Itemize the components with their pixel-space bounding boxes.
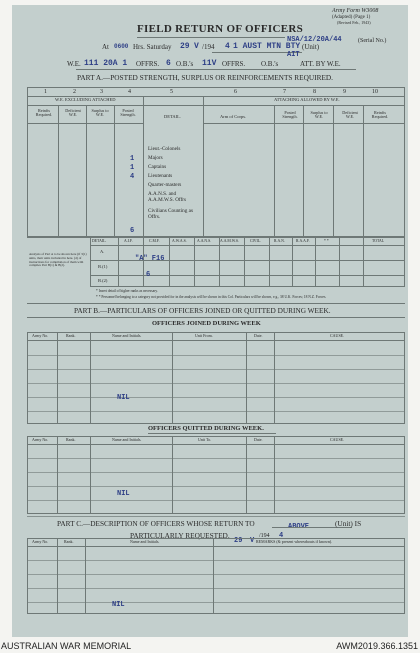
- we-label: W.E.: [67, 60, 81, 68]
- joined-h-cause: CAUSE.: [330, 333, 345, 338]
- rank-aans: A.A.N.S. and A.A.M.W.S. Offrs: [148, 191, 187, 203]
- analysis-h-detail: DETAIL.: [92, 239, 107, 243]
- rank-quartermasters: Quarter-masters: [148, 182, 182, 188]
- col-reinfts-left: Reinfts Required.: [35, 108, 53, 118]
- offrs2-label: OFFRS.: [222, 60, 246, 68]
- at-label: At: [102, 43, 109, 51]
- rank-majors: Majors: [148, 155, 163, 161]
- form-ref-line3: (Revised Feb., 1943): [337, 20, 371, 25]
- joined-title: OFFICERS JOINED DURING WEEK: [152, 320, 261, 327]
- joined-nil: NIL: [117, 394, 130, 402]
- analysis-h-ran: R.A.N.: [274, 239, 285, 243]
- footer-right: AWM2019.366.1351: [336, 641, 418, 651]
- joined-h-date: Date.: [254, 333, 263, 338]
- col-num-2: 2: [73, 89, 76, 95]
- form-ref-line2: (Adapted) (Page 1): [332, 15, 371, 20]
- analysis-row-b1: B.(1): [98, 264, 108, 269]
- att-label: ATT. BY W.E.: [300, 60, 341, 68]
- analysis-h-raaf: R.A.A.F.: [296, 239, 310, 243]
- aif-value-a: "A" F16: [135, 255, 165, 263]
- quitted-h-unit: Unit To.: [198, 437, 212, 442]
- time-value: 0600: [114, 43, 129, 50]
- att-value: AIT: [287, 51, 300, 59]
- posted-majors: 1: [130, 155, 135, 163]
- analysis-row-b2: B.(2): [98, 278, 108, 283]
- detail-label: DETAIL.: [164, 114, 182, 119]
- date-day: 29: [180, 42, 190, 51]
- joined-h-name: Name and Initials.: [112, 333, 142, 338]
- hrs-label: Hrs. Saturday: [133, 43, 172, 51]
- footer-bar: [0, 640, 420, 653]
- rank-captains: Captains: [148, 164, 167, 170]
- part-c-h-rank: Rank.: [64, 539, 74, 544]
- analysis-h-total: TOTAL: [372, 239, 385, 243]
- quitted-h-cause: CAUSE.: [330, 437, 345, 442]
- posted-captains: 1: [130, 164, 135, 172]
- part-c-unit-value: ABOVE: [288, 523, 310, 531]
- ob-value: 6: [166, 59, 171, 68]
- form-sheet: [12, 5, 408, 637]
- col-num-7: 7: [283, 89, 286, 95]
- part-c-title-1: PART C.—DESCRIPTION OF OFFICERS WHOSE RETURN TO: [57, 519, 255, 528]
- part-c-title-2: PARTICULARLY REQUESTED.: [130, 531, 230, 540]
- part-c-date-year: /194: [259, 533, 270, 539]
- unit-value: 1 AUST MTN BTY: [233, 42, 301, 51]
- part-c-date-day: 29: [234, 537, 243, 545]
- analysis-row-a: A.: [100, 249, 105, 254]
- footnote-2: * * Personnel belonging to a category not provided for in the analysis will be shown in this Col. Particulars will be shown, e.g., 38 U.K. Forces; 18 N.Z. Forces.: [96, 295, 327, 299]
- col-num-1: 1: [44, 89, 47, 95]
- form-title: FIELD RETURN OF OFFICERS: [137, 23, 304, 35]
- col-num-4: 4: [128, 89, 131, 95]
- unit-label: (Unit): [302, 43, 320, 51]
- form-ref-line1: Army Form W3008: [332, 8, 379, 14]
- quitted-nil: NIL: [117, 490, 130, 498]
- attaching-allowed-label: ATTACHING ALLOWED BY W.E.: [274, 97, 340, 102]
- joined-h-armyno: Army No.: [32, 333, 49, 338]
- analysis-h-cmf: C.M.F.: [149, 239, 160, 243]
- we-excluding-label: W.E. EXCLUDING ATTACHED: [55, 97, 116, 102]
- rank-lieutenants: Lieutenants: [148, 173, 173, 179]
- offrs2-value: 11V: [202, 59, 217, 68]
- col-num-5: 5: [170, 89, 173, 95]
- col-num-9: 9: [343, 89, 346, 95]
- col-posted-right: Posted Strength.: [282, 110, 298, 120]
- col-reinfts-right: Reinfts Required.: [371, 110, 389, 120]
- part-c-h-remarks: REMARKS (& present whereabouts if known).: [256, 539, 333, 544]
- col-num-8: 8: [313, 89, 316, 95]
- col-num-3: 3: [100, 89, 103, 95]
- we-value: 111 20A 1: [84, 59, 128, 68]
- quitted-h-name: Name and Initials.: [112, 437, 142, 442]
- posted-total: 6: [130, 227, 135, 235]
- aif-value-b2: 6: [146, 271, 151, 279]
- year-value: 4: [225, 42, 230, 51]
- analysis-h-aans: A.A.N.S.: [197, 239, 212, 243]
- part-a-title: PART A.—POSTED STRENGTH, SURPLUS OR REINFORCEMENTS REQUIRED.: [77, 73, 334, 82]
- part-c-title-1-end: (Unit) IS: [335, 519, 362, 528]
- analysis-h-civil: CIVIL.: [250, 239, 262, 243]
- quitted-h-rank: Rank.: [66, 437, 76, 442]
- part-c-h-name: Name and Initials.: [130, 539, 160, 544]
- analysis-note: Analysis of Part A to be shown here (if 3(1) units, their units included in here. (d) of instructions for compilation of them with compiles Part B(1) & B(2).: [29, 252, 87, 268]
- part-b-title: PART B.—PARTICULARS OF OFFICERS JOINED OR QUITTED DURING WEEK.: [74, 306, 331, 315]
- analysis-h-aamws: A.A.M.W.S.: [220, 239, 239, 243]
- part-c-nil: NIL: [112, 601, 125, 609]
- rank-lieut-colonels: Lieut.-Colonels: [148, 146, 181, 152]
- part-c-h-armyno: Army No.: [32, 539, 49, 544]
- posted-lieutenants: 4: [130, 173, 135, 181]
- quitted-h-date: Date.: [254, 437, 263, 442]
- rank-civilians: Civilians Counting as Offrs.: [148, 208, 193, 220]
- col-surplus-right: Surplus to W.E.: [310, 110, 328, 120]
- analysis-h-awas: A.W.A.S.: [172, 239, 187, 243]
- arm-of-corps-label: Arm of Corps.: [220, 114, 247, 119]
- col-deficient-right: Deficient W.E.: [342, 110, 358, 120]
- col-surplus-left: Surplus to W.E.: [91, 108, 109, 118]
- footer-left: AUSTRALIAN WAR MEMORIAL: [1, 641, 132, 651]
- col-deficient-left: Deficient W.E.: [65, 108, 81, 118]
- quitted-title: OFFICERS QUITTED DURING WEEK.: [148, 425, 264, 432]
- offrs-label: OFFRS.: [136, 60, 160, 68]
- date-month: V: [194, 42, 199, 51]
- analysis-h-aif: A.I.F.: [124, 239, 133, 243]
- joined-h-rank: Rank.: [66, 333, 76, 338]
- ob2-label: O.B.'s: [261, 60, 279, 68]
- col-posted-left: Posted Strength.: [120, 108, 136, 118]
- date-year-prefix: /194: [202, 43, 215, 51]
- quitted-h-armyno: Army No.: [32, 437, 49, 442]
- part-c-date-month: V: [250, 537, 255, 545]
- serial-no-label: (Serial No.): [358, 38, 387, 44]
- ob-label: O.B.'s: [176, 60, 194, 68]
- serial-value: NSA/12/20A/44: [287, 36, 342, 44]
- footnote-1: * Insert detail of higher ranks as necessary.: [96, 289, 158, 293]
- analysis-h-other: * *: [324, 239, 329, 243]
- col-num-10: 10: [372, 89, 378, 95]
- col-num-6: 6: [234, 89, 237, 95]
- joined-h-unit: Unit From.: [195, 333, 213, 338]
- part-c-year-value: 4: [279, 532, 284, 540]
